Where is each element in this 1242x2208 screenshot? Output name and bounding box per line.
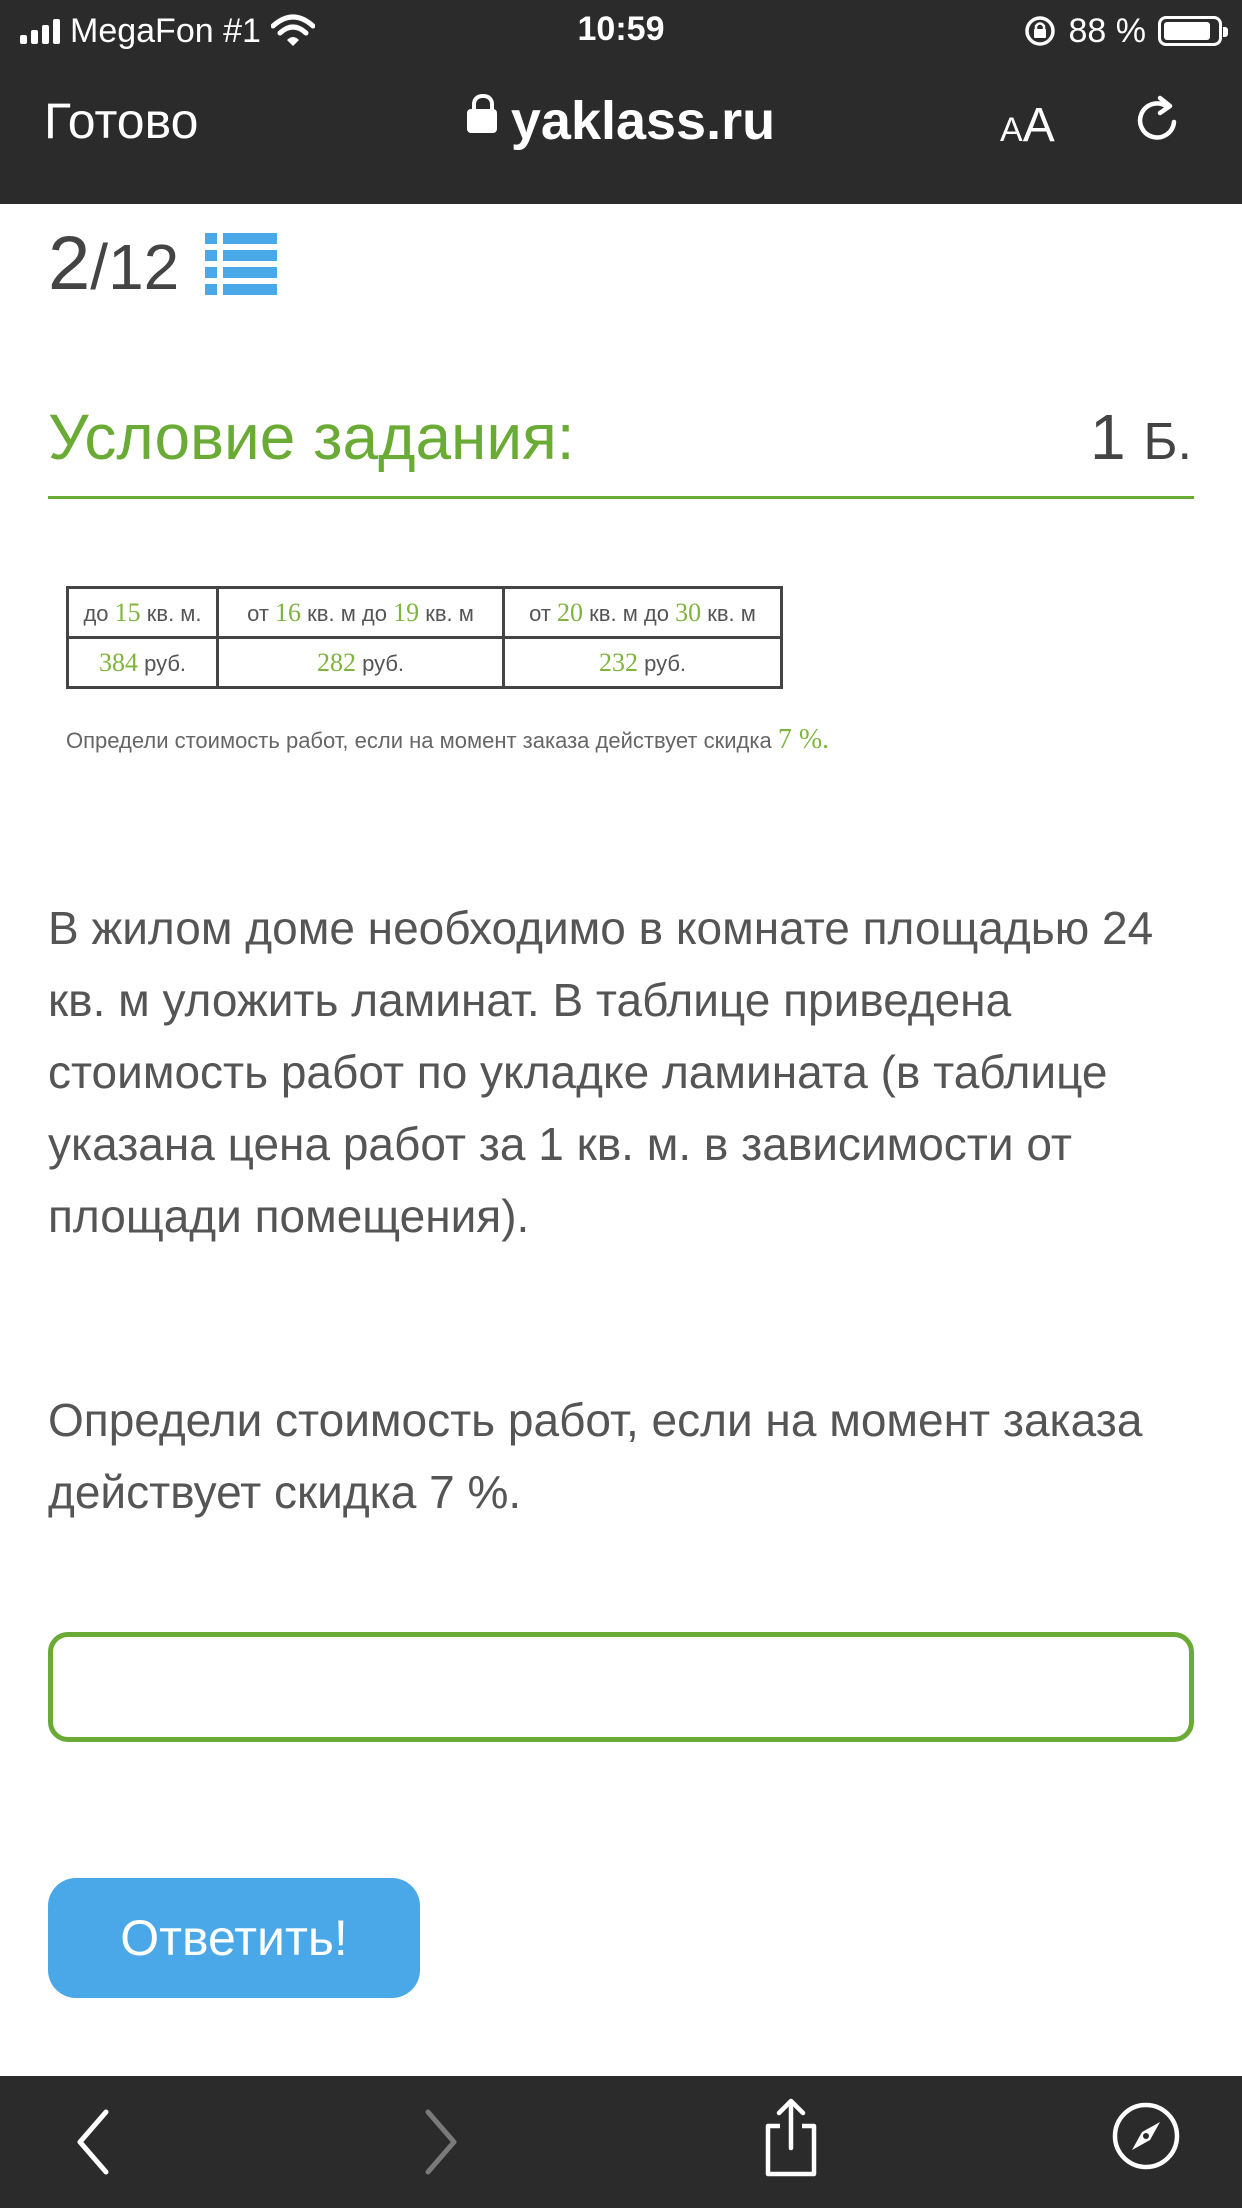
submit-button[interactable]: Ответить! [48,1878,420,1998]
status-time: 10:59 [577,10,665,48]
price-table-image [66,586,783,689]
table-header-row [68,588,782,638]
browser-nav [0,70,1242,180]
reload-icon[interactable] [1130,92,1186,148]
chevron-left-icon[interactable] [68,2104,118,2180]
done-button[interactable]: Готово [44,93,199,149]
task-counter: 2/12 [48,221,180,306]
compass-icon[interactable] [1110,2100,1182,2172]
battery-icon [1158,16,1222,46]
battery-percent: 88 % [1068,11,1146,50]
table-price-cell: 282 руб. [218,638,504,688]
task-progress [48,220,277,307]
table-header-cell: до 15 кв. м. [68,588,218,638]
title-divider [48,496,1194,499]
table-header-cell: от 16 кв. м до 19 кв. м [218,588,504,638]
status-bar [0,0,1242,62]
answer-input[interactable] [48,1632,1194,1742]
lock-icon [467,109,497,133]
list-icon[interactable] [205,231,277,297]
table-price-row [68,638,782,688]
browser-top-bar [0,0,1242,204]
task-points: 1 Б. [1090,401,1192,473]
condition-title: Условие задания: [48,401,575,473]
address-bar[interactable] [0,90,1242,152]
image-caption: Определи стоимость работ, если на момент заказа действует скидка 7 %. [66,724,830,755]
table-header-cell: от 20 кв. м до 30 кв. м [504,588,782,638]
carrier-name: MegaFon #1 [70,11,261,50]
browser-bottom-toolbar [0,2076,1242,2208]
share-icon[interactable] [760,2096,822,2180]
table-price-cell: 232 руб. [504,638,782,688]
chevron-right-icon[interactable] [416,2104,466,2180]
status-right [1023,10,1223,52]
orientation-lock-icon [1023,14,1057,48]
task-description: В жилом доме необходимо в комнате площадью 24 кв. м уложить ламинат. В таблице приведена стоимость работ по укладке ламината (в таблице указана цена работ за 1 кв. м. в зависимости от площади помещения). [48,902,1154,1242]
table-price-cell: 384 руб. [68,638,218,688]
url-text: yaklass.ru [510,91,776,151]
text-size-button[interactable]: AA [1000,99,1055,152]
task-question: Определи стоимость работ, если на момент заказа действует скидка 7 %. [48,1394,1143,1518]
